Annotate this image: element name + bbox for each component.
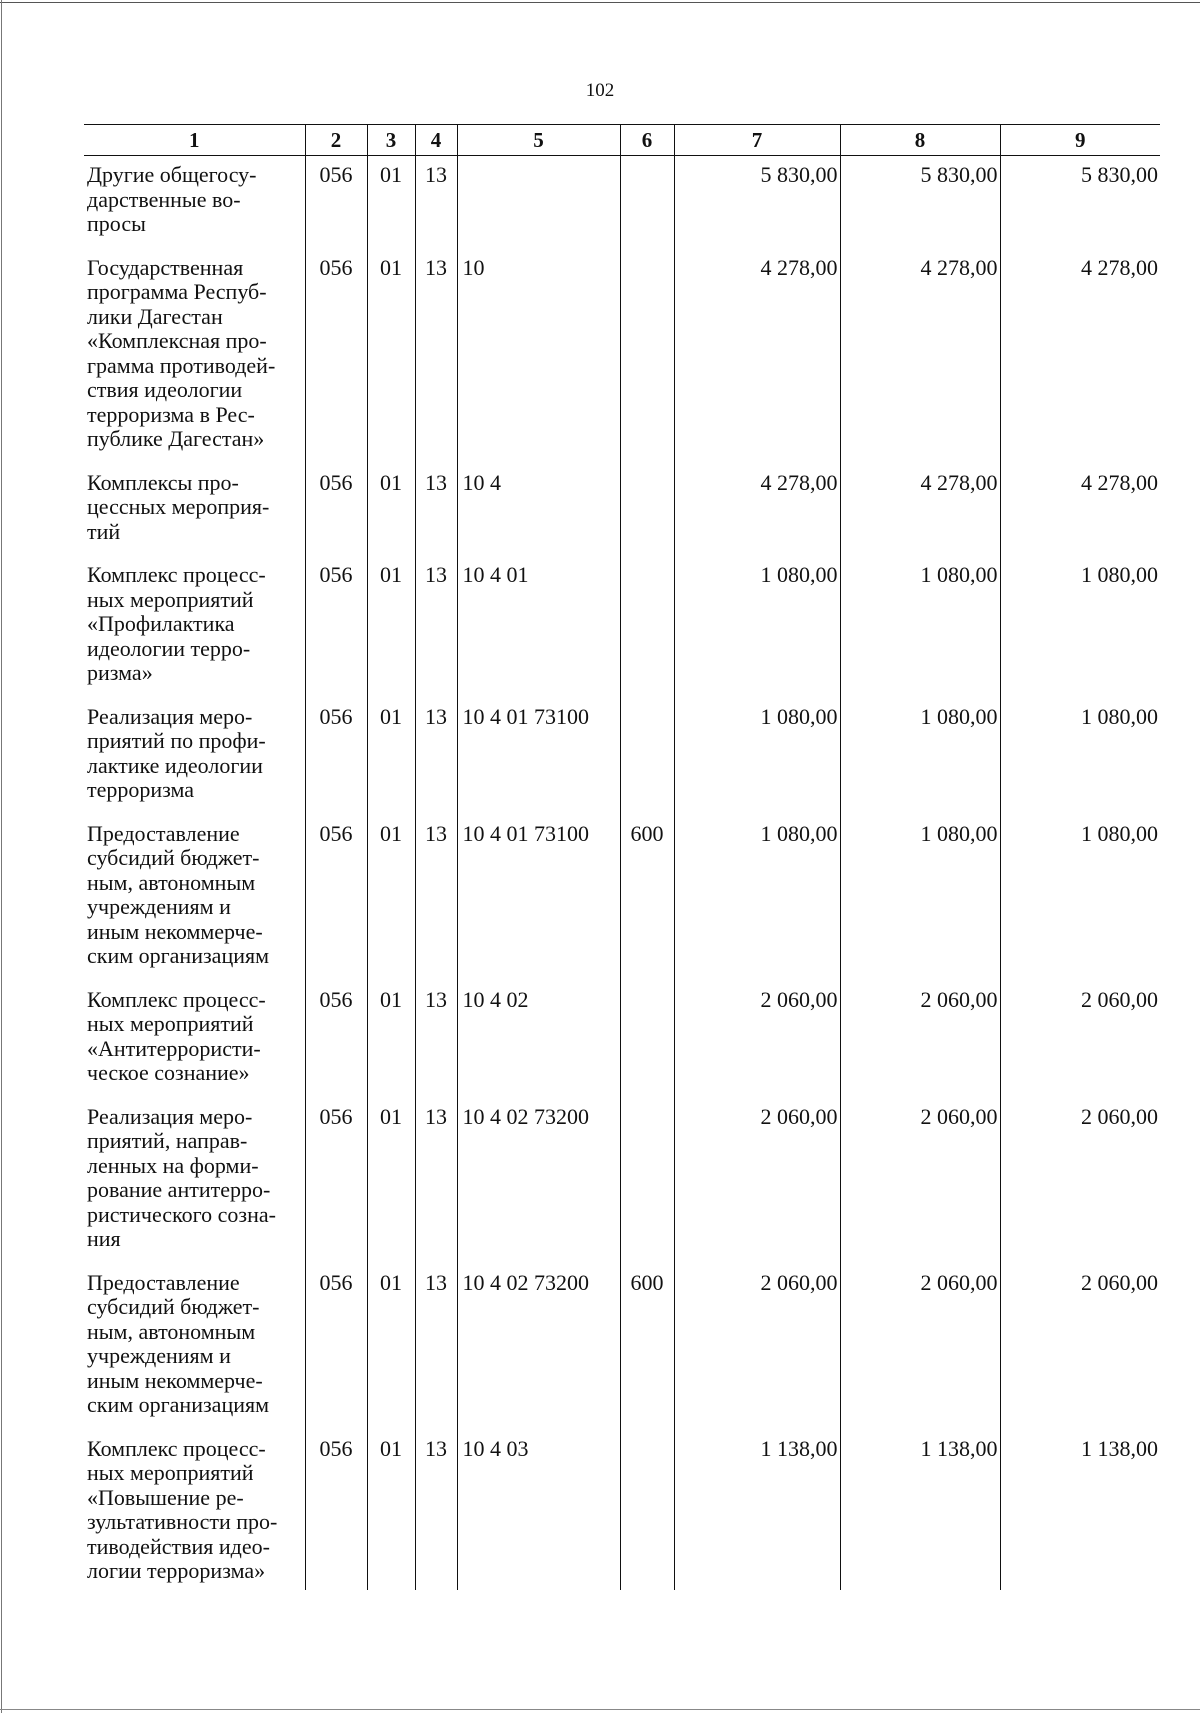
column-header: 7	[674, 125, 840, 156]
table-row	[84, 1264, 1160, 1430]
target-article-cell: 10 4 01 73100	[457, 815, 620, 981]
target-article-cell: 10 4	[457, 464, 620, 557]
subsection-code-cell: 13	[415, 464, 457, 557]
amount-col7-cell: 2 060,00	[674, 1264, 840, 1430]
target-article-cell: 10 4 02	[457, 981, 620, 1098]
section-code-cell: 01	[367, 698, 415, 815]
section-code-cell: 01	[367, 1264, 415, 1430]
target-article-cell: 10 4 02 73200	[457, 1264, 620, 1430]
amount-col9-cell: 4 278,00	[1000, 464, 1160, 557]
target-article-cell	[457, 156, 620, 249]
item-name-cell: Комплексы про- цессных мероприя- тий	[87, 469, 270, 544]
target-article-cell: 10 4 03	[457, 1430, 620, 1590]
amount-col9-cell: 2 060,00	[1000, 1098, 1160, 1264]
subsection-code-cell: 13	[415, 981, 457, 1098]
ministry-code-cell: 056	[305, 249, 367, 464]
budget-table	[84, 124, 1160, 1590]
item-name-cell: Реализация меро- приятий по профи- лактике идеологии терроризма	[87, 703, 266, 802]
expense-type-cell	[620, 156, 674, 249]
amount-col7-cell: 1 080,00	[674, 815, 840, 981]
subsection-code-cell: 13	[415, 556, 457, 698]
subsection-code-cell: 13	[415, 815, 457, 981]
column-header: 8	[840, 125, 1000, 156]
section-code-cell: 01	[367, 556, 415, 698]
amount-col9-cell: 1 080,00	[1000, 815, 1160, 981]
section-code-cell: 01	[367, 464, 415, 557]
item-name-cell: Комплекс процесс- ных мероприятий «Антитеррористи- ческое сознание»	[87, 986, 266, 1085]
amount-col7-cell: 2 060,00	[674, 1098, 840, 1264]
table-row	[84, 464, 1160, 557]
ministry-code-cell: 056	[305, 815, 367, 981]
target-article-cell: 10 4 02 73200	[457, 1098, 620, 1264]
header-row	[84, 125, 1160, 156]
expense-type-cell: 600	[620, 1264, 674, 1430]
amount-col7-cell: 4 278,00	[674, 249, 840, 464]
page-border-top	[0, 2, 1200, 3]
expense-type-cell	[620, 698, 674, 815]
amount-col7-cell: 1 080,00	[674, 556, 840, 698]
expense-type-cell	[620, 1098, 674, 1264]
amount-col8-cell: 1 080,00	[840, 698, 1000, 815]
target-article-cell: 10 4 01 73100	[457, 698, 620, 815]
amount-col8-cell: 4 278,00	[840, 464, 1000, 557]
amount-col8-cell: 2 060,00	[840, 981, 1000, 1098]
table-row	[84, 156, 1160, 249]
subsection-code-cell: 13	[415, 698, 457, 815]
amount-col8-cell: 1 080,00	[840, 556, 1000, 698]
amount-col9-cell: 2 060,00	[1000, 1264, 1160, 1430]
subsection-code-cell: 13	[415, 1098, 457, 1264]
column-header: 4	[415, 125, 457, 156]
table-row	[84, 815, 1160, 981]
amount-col8-cell: 1 138,00	[840, 1430, 1000, 1590]
amount-col7-cell: 4 278,00	[674, 464, 840, 557]
ministry-code-cell: 056	[305, 981, 367, 1098]
subsection-code-cell: 13	[415, 1430, 457, 1590]
item-name-cell: Комплекс процесс- ных мероприятий «Профилактика идеологии терро- ризма»	[87, 562, 266, 685]
amount-col9-cell: 4 278,00	[1000, 249, 1160, 464]
item-name-cell: Комплекс процесс- ных мероприятий «Повышение ре- зультативности про- тиводействия идео- логии терроризма»	[87, 1435, 278, 1583]
amount-col9-cell: 1 080,00	[1000, 698, 1160, 815]
ministry-code-cell: 056	[305, 156, 367, 249]
expense-type-cell: 600	[620, 815, 674, 981]
item-name-cell: Реализация меро- приятий, направ- ленных на форми- рование антитерро- ристического созна- ния	[87, 1103, 276, 1251]
amount-col9-cell: 1 080,00	[1000, 556, 1160, 698]
amount-col8-cell: 2 060,00	[840, 1098, 1000, 1264]
amount-col8-cell: 1 080,00	[840, 815, 1000, 981]
section-code-cell: 01	[367, 249, 415, 464]
expense-type-cell	[620, 464, 674, 557]
amount-col9-cell: 1 138,00	[1000, 1430, 1160, 1590]
amount-col7-cell: 5 830,00	[674, 156, 840, 249]
amount-col7-cell: 1 080,00	[674, 698, 840, 815]
page-border-bottom	[0, 1709, 1200, 1710]
ministry-code-cell: 056	[305, 698, 367, 815]
expense-type-cell	[620, 249, 674, 464]
ministry-code-cell: 056	[305, 1264, 367, 1430]
table-body	[84, 156, 1160, 1590]
amount-col8-cell: 2 060,00	[840, 1264, 1000, 1430]
item-name-cell: Государственная программа Респуб- лики Дагестан «Комплексная про- грамма противодей- ствия идеологии терроризма в Рес- публике Дагестан»	[87, 254, 276, 451]
table-header	[84, 125, 1160, 156]
column-header: 9	[1000, 125, 1160, 156]
subsection-code-cell: 13	[415, 249, 457, 464]
table-row	[84, 249, 1160, 464]
page-number: 102	[585, 80, 615, 101]
column-header: 1	[84, 125, 305, 156]
amount-col7-cell: 1 138,00	[674, 1430, 840, 1590]
table-row	[84, 1430, 1160, 1590]
column-header: 6	[620, 125, 674, 156]
item-name-cell: Другие общегосу- дарственные во- просы	[87, 162, 257, 236]
column-header: 3	[367, 125, 415, 156]
target-article-cell: 10 4 01	[457, 556, 620, 698]
column-header: 2	[305, 125, 367, 156]
table-row	[84, 698, 1160, 815]
subsection-code-cell: 13	[415, 1264, 457, 1430]
amount-col9-cell: 5 830,00	[1000, 156, 1160, 249]
item-name-cell: Предоставление субсидий бюджет- ным, автономным учреждениям и иным некоммерче- ским организациям	[87, 1269, 270, 1417]
section-code-cell: 01	[367, 156, 415, 249]
amount-col9-cell: 2 060,00	[1000, 981, 1160, 1098]
amount-col7-cell: 2 060,00	[674, 981, 840, 1098]
table-row	[84, 556, 1160, 698]
ministry-code-cell: 056	[305, 556, 367, 698]
amount-col8-cell: 5 830,00	[840, 156, 1000, 249]
amount-col8-cell: 4 278,00	[840, 249, 1000, 464]
section-code-cell: 01	[367, 815, 415, 981]
column-header: 5	[457, 125, 620, 156]
page-border-left	[1, 0, 2, 1713]
expense-type-cell	[620, 556, 674, 698]
table-row	[84, 1098, 1160, 1264]
target-article-cell: 10	[457, 249, 620, 464]
ministry-code-cell: 056	[305, 464, 367, 557]
expense-type-cell	[620, 1430, 674, 1590]
section-code-cell: 01	[367, 1430, 415, 1590]
subsection-code-cell: 13	[415, 156, 457, 249]
table-row	[84, 981, 1160, 1098]
section-code-cell: 01	[367, 981, 415, 1098]
expense-type-cell	[620, 981, 674, 1098]
ministry-code-cell: 056	[305, 1098, 367, 1264]
item-name-cell: Предоставление субсидий бюджет- ным, автономным учреждениям и иным некоммерче- ским организациям	[87, 820, 270, 968]
ministry-code-cell: 056	[305, 1430, 367, 1590]
section-code-cell: 01	[367, 1098, 415, 1264]
